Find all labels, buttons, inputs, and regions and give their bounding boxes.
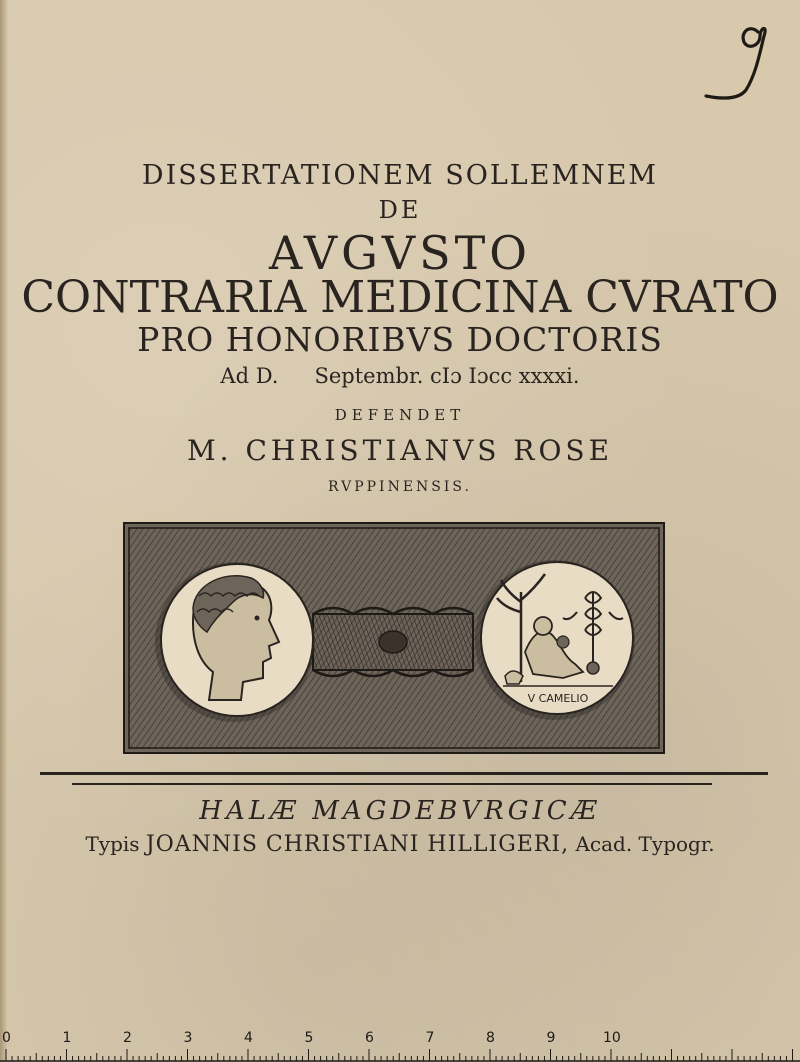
medal-connector [313,608,473,676]
title-line-pro-honoribus: PRO HONORIBVS DOCTORIS [137,320,663,359]
medal-obverse-portrait [155,562,315,722]
imprint-printer: JOANNIS CHRISTIANI HILLIGERI, [145,832,570,857]
imprint-place: HALÆ MAGDEBVRGICÆ [199,796,601,826]
manuscript-number-text: 9 [756,34,757,35]
author-origin: RVPPINENSIS. [328,479,472,495]
ruler-number: 10 [603,1030,621,1046]
author-name: M. CHRISTIANVS ROSE [186,434,614,467]
imprint-printer-line [0,832,800,857]
ruler-number: 1 [62,1030,72,1046]
scale-ruler [0,1028,800,1062]
engraved-medal-illustration [123,522,665,754]
title-line-augusto: AVGVSTO [268,226,532,280]
ruler-number: 8 [486,1030,495,1046]
ruler-number: 9 [546,1030,556,1046]
date-prefix: Ad D. [220,364,279,388]
imprint-rule-thick [40,772,768,775]
ruler-number: 0 [2,1030,11,1046]
imprint-rule-thin [72,783,712,785]
handwritten-page-number [700,10,780,110]
title-line-contraria: CONTRARIA MEDICINA CVRATO [21,272,779,323]
title-line-de: DE [378,196,422,224]
imprint-suffix: Acad. Typogr. [575,832,715,856]
ruler-number: 5 [304,1030,314,1046]
imprint-typis: Typis [85,832,140,856]
ruler-number: 7 [425,1030,435,1046]
defendet-line: DEFENDET [334,406,466,424]
ruler-number: 3 [183,1030,193,1046]
title-line-dissertationem: DISSERTATIONEM SOLLEMNEM [141,160,659,191]
ruler-number: 6 [365,1030,374,1046]
ruler-number: 2 [123,1030,132,1046]
medal-reverse-scene [475,560,635,720]
date-line [0,364,800,388]
date-month-year: Septembr. cIɔ Iɔcc xxxxi. [314,364,580,388]
medal-inscription: V CAMELIO [527,692,589,705]
ruler-number: 4 [244,1030,253,1046]
